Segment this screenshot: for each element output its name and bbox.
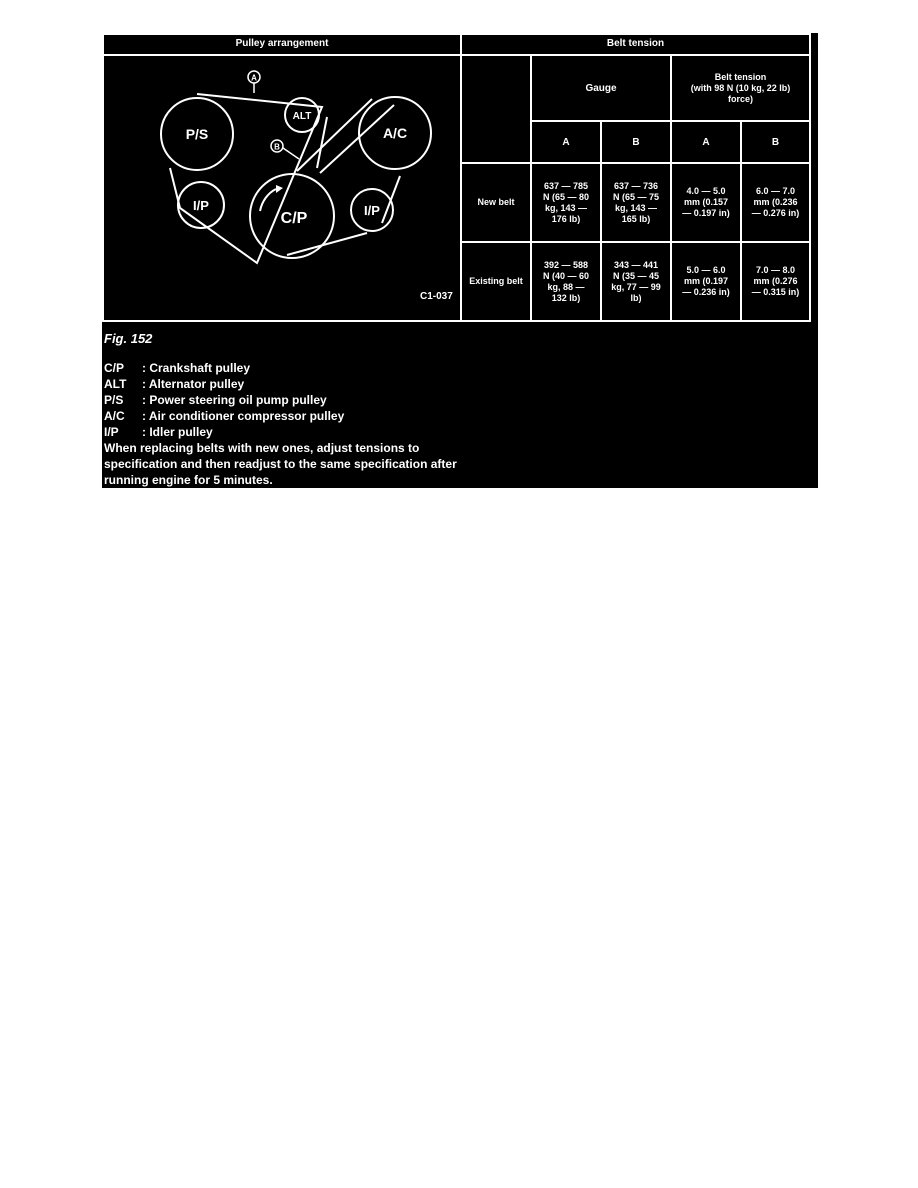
rotation-arrow-icon xyxy=(260,189,276,211)
legend-key: A/C xyxy=(104,409,125,423)
legend-key: ALT xyxy=(104,377,127,391)
legend xyxy=(104,360,464,440)
table-cell: 5.0 — 6.0 mm (0.197 — 0.236 in) xyxy=(682,265,730,297)
legend-desc: : Power steering oil pump pulley xyxy=(142,393,327,407)
table-cell: 637 — 736 N (65 — 75 kg, 143 — 165 lb) xyxy=(612,180,660,224)
table-cell: 392 — 588 N (40 — 60 kg, 88 — 132 lb) xyxy=(542,259,590,303)
legend-desc: : Idler pulley xyxy=(142,425,213,439)
belt-segment xyxy=(287,233,367,255)
row-label-new-belt: New belt xyxy=(477,197,515,207)
table-cell: 4.0 — 5.0 mm (0.157 — 0.197 in) xyxy=(682,186,730,218)
legend-key: I/P xyxy=(104,425,119,439)
row-label-existing-belt: Existing belt xyxy=(469,276,523,286)
table-cell: 637 — 785 N (65 — 80 kg, 143 — 176 lb) xyxy=(542,180,590,224)
tension-header: Belt tension (with 98 N (10 kg, 22 lb) force) xyxy=(690,71,791,104)
gauge-header: Gauge xyxy=(585,82,617,94)
table-cell: 343 — 441 N (35 — 45 kg, 77 — 99 lb) xyxy=(611,259,661,303)
ps-label: P/S xyxy=(185,126,209,142)
col-header: B xyxy=(771,136,780,148)
alt-label: ALT xyxy=(292,111,312,122)
figure-code: C1-037 xyxy=(420,291,453,302)
cp-label: C/P xyxy=(280,210,308,227)
header-pulley-arrangement: Pulley arrangement xyxy=(235,38,329,49)
marker-b-leader xyxy=(283,148,299,159)
legend-key: C/P xyxy=(104,361,125,375)
legend-key: P/S xyxy=(104,393,124,407)
arrow-head xyxy=(276,185,283,193)
table-cell: 7.0 — 8.0 mm (0.276 — 0.315 in) xyxy=(751,265,800,297)
col-header: B xyxy=(632,136,640,148)
marker-b-label: B xyxy=(274,142,280,152)
table-cell: 6.0 — 7.0 mm (0.236 — 0.276 in) xyxy=(751,186,800,218)
marker-a-label: A xyxy=(251,73,257,83)
ac-label: A/C xyxy=(382,125,408,141)
header-belt-tension: Belt tension xyxy=(606,38,665,49)
legend-item xyxy=(104,392,464,408)
legend-item xyxy=(104,408,464,424)
right-border xyxy=(809,33,811,322)
ip-left-label: I/P xyxy=(193,198,209,213)
legend-item xyxy=(104,360,464,376)
legend-desc: : Air conditioner compressor pulley xyxy=(142,409,345,423)
col-header: A xyxy=(702,136,710,148)
legend-item xyxy=(104,376,464,392)
ip-right-label: I/P xyxy=(364,203,380,218)
replacement-note: When replacing belts with new ones, adjust tensions to specification and then readjust to the same specification after running engine for 5 minutes. xyxy=(104,441,457,487)
col-header: A xyxy=(562,136,570,148)
legend-desc: : Crankshaft pulley xyxy=(142,361,251,375)
legend-item xyxy=(104,424,464,440)
pulley-diagram xyxy=(102,33,460,322)
figure-label: Fig. 152 xyxy=(104,331,153,346)
legend-desc: : Alternator pulley xyxy=(142,377,245,391)
figure-panel xyxy=(102,33,818,488)
